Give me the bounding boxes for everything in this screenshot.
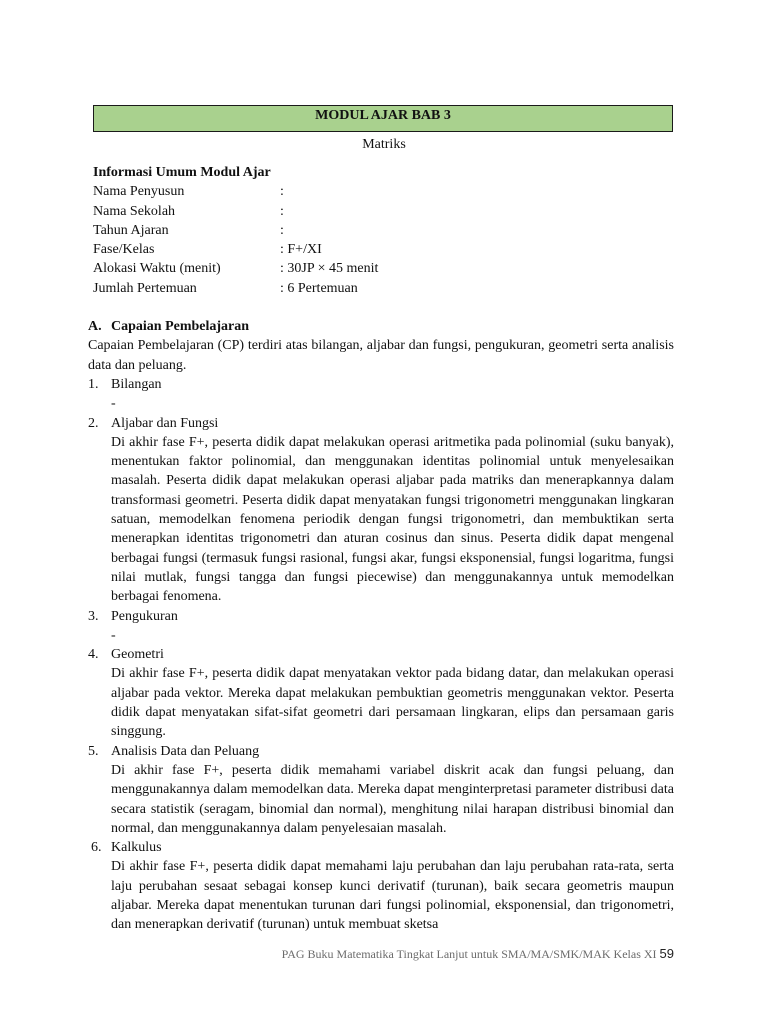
list-item-number: 4.	[88, 647, 99, 663]
module-subtitle: Matriks	[362, 137, 406, 152]
list-item-number: 1.	[88, 376, 99, 392]
list-item-description: Di akhir fase F+, peserta didik dapat melakukan operasi aritmetika pada polinomial (suku banyak), menentukan faktor polinomial, dan menggunakan identitas polinomial untuk menyelesaikan masalah. Peserta didik dapat melakukan operasi aljabar pada matriks dan menerapkannya dalam transformasi geometri. Peserta didik dapat menyatakan fungsi trigonometri menggunakan lingkaran satuan, memodelkan fenomena periodik dengan fungsi trigonometri, dan membuktikan serta menerapkan identitas trigonometri dan aturan cosinus dan sinus. Peserta didik dapat mengenal berbagai fungsi (termasuk fungsi rasional, fungsi akar, fungsi eksponensial, fungsi logaritma, fungsi nilai mutlak, fungsi tangga dan fungsi piecewise) dan menggunakannya untuk memodelkan berbagai fenomena.	[111, 434, 674, 605]
info-label: Nama Penyusun	[93, 184, 185, 200]
info-value: :	[280, 203, 284, 219]
list-item-number: 6.	[91, 840, 102, 856]
list-item-title: Kalkulus	[111, 840, 162, 856]
list-item-title: Geometri	[111, 647, 164, 663]
page-footer	[282, 946, 674, 962]
list-item-description: Di akhir fase F+, peserta didik dapat memahami laju perubahan dan laju perubahan rata-rata, serta laju perubahan sesaat sebagai konsep kunci derivatif (turunan), baik secara geometris maupun aljabar. Mereka dapat menentukan turunan dari fungsi polinomial, eksponensial, dan trigonometri, dan menerapkan derivatif (turunan) untuk membuat sketsa	[111, 859, 674, 933]
module-title-box	[93, 105, 673, 132]
page-number: 59	[659, 946, 674, 961]
list-item-number: 2.	[88, 415, 99, 431]
info-row-fase-kelas	[88, 240, 674, 259]
spacer	[88, 298, 674, 317]
list-item-aljabar-fungsi	[88, 414, 674, 433]
module-title: MODUL AJAR BAB 3	[315, 108, 451, 123]
info-row-nama-penyusun	[88, 182, 674, 201]
info-value: :	[280, 222, 284, 238]
info-value: : 6 Pertemuan	[280, 280, 358, 296]
list-item-number: 3.	[88, 608, 99, 624]
info-heading: Informasi Umum Modul Ajar	[93, 165, 271, 180]
list-item-description: -	[111, 627, 116, 643]
list-item-pengukuran	[88, 607, 674, 626]
info-row-tahun-ajaran	[88, 221, 674, 240]
list-item-number: 5.	[88, 743, 99, 759]
info-row-alokasi-waktu	[88, 259, 674, 278]
info-label: Nama Sekolah	[93, 203, 176, 219]
info-label: Fase/Kelas	[93, 242, 155, 258]
info-row-jumlah-pertemuan	[88, 279, 674, 298]
list-item-description: Di akhir fase F+, peserta didik memahami variabel diskrit acak dan fungsi peluang, dan menggunakannya dalam memodelkan data. Mereka dapat menginterpretasi parameter distribusi data secara statistik (seragam, binomial dan normal), menghitung nilai harapan distribusi binomial dan normal, dan menggunakannya dalam penyelesaian masalah.	[111, 762, 674, 836]
list-item-title: Aljabar dan Fungsi	[111, 415, 219, 431]
list-item-description: Di akhir fase F+, peserta didik dapat menyatakan vektor pada bidang datar, dan melakukan operasi aljabar pada vektor. Mereka dapat melakukan pembuktian geometris menggunakan vektor. Peserta didik dapat menyatakan sifat-sifat geometri dari persamaan lingkaran, elips dan persamaan garis singgung.	[111, 666, 674, 740]
list-item-geometri	[88, 645, 674, 664]
info-value: :	[280, 184, 284, 200]
section-title: Capaian Pembelajaran	[111, 319, 250, 335]
footer-text: PAG Buku Matematika Tingkat Lanjut untuk SMA/MA/SMK/MAK Kelas XI	[281, 947, 657, 961]
list-item-kalkulus	[88, 838, 674, 857]
list-item-title: Bilangan	[111, 376, 162, 392]
section-a-heading	[88, 317, 674, 336]
info-label: Jumlah Pertemuan	[93, 280, 197, 296]
list-item-bilangan	[88, 375, 674, 394]
section-a-intro: Capaian Pembelajaran (CP) terdiri atas bilangan, aljabar dan fungsi, pengukuran, geometri serta analisis data dan peluang.	[88, 338, 674, 373]
list-item-title: Analisis Data dan Peluang	[111, 743, 260, 759]
document-body	[88, 163, 674, 935]
list-item-title: Pengukuran	[111, 608, 178, 624]
info-label: Tahun Ajaran	[93, 222, 169, 238]
info-label: Alokasi Waktu (menit)	[93, 261, 221, 277]
info-value: : 30JP × 45 menit	[280, 261, 379, 277]
list-item-description: -	[111, 396, 116, 412]
info-row-nama-sekolah	[88, 202, 674, 221]
list-item-analisis-data	[88, 742, 674, 761]
section-letter: A.	[88, 319, 102, 335]
info-value: : F+/XI	[280, 242, 322, 258]
